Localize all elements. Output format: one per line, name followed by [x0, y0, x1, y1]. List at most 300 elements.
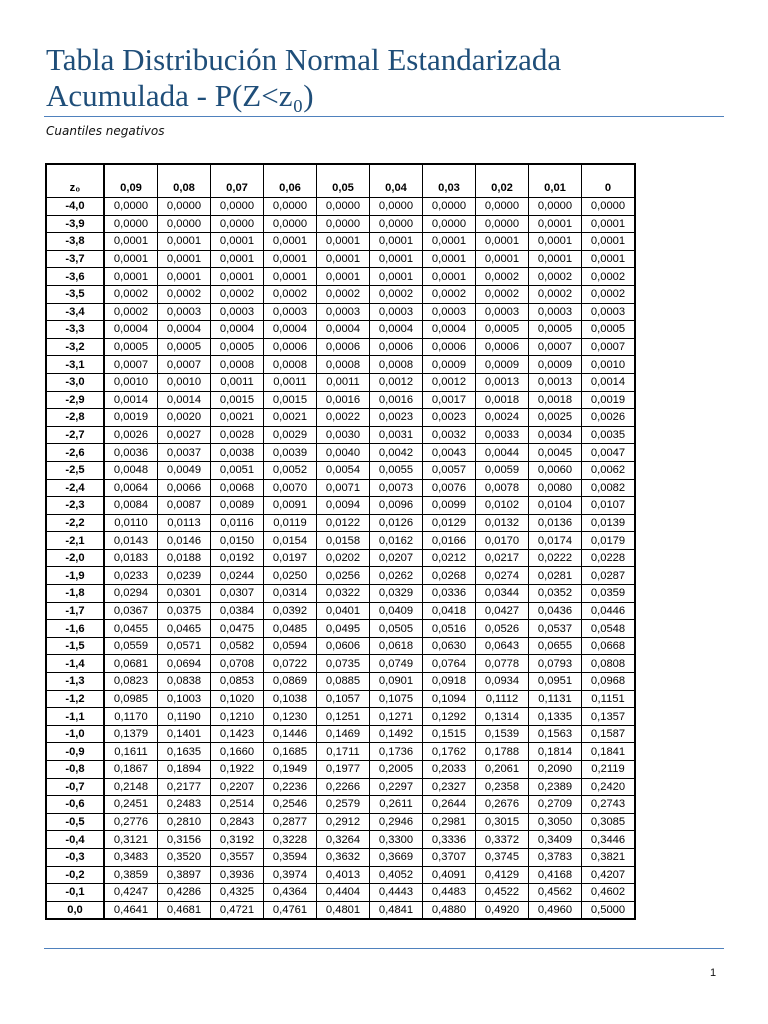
table-cell: 0,3632	[317, 848, 370, 866]
table-cell: 0,0116	[211, 514, 264, 532]
table-row	[46, 409, 635, 427]
row-header-z: -2,8	[46, 409, 104, 427]
table-cell: 0,0001	[104, 268, 158, 286]
table-cell: 0,0002	[476, 285, 529, 303]
table-cell: 0,0764	[423, 655, 476, 673]
table-cell: 0,1469	[317, 725, 370, 743]
table-row	[46, 198, 635, 216]
table-cell: 0,0002	[104, 285, 158, 303]
table-cell: 0,0000	[370, 215, 423, 233]
row-header-z: -0,9	[46, 743, 104, 761]
table-cell: 0,1635	[158, 743, 211, 761]
table-cell: 0,0032	[423, 426, 476, 444]
table-cell: 0,0256	[317, 567, 370, 585]
table-cell: 0,0000	[582, 198, 636, 216]
table-cell: 0,4168	[529, 866, 582, 884]
table-cell: 0,1894	[158, 761, 211, 779]
table-cell: 0,3085	[582, 813, 636, 831]
table-cell: 0,0749	[370, 655, 423, 673]
table-cell: 0,1020	[211, 690, 264, 708]
table-cell: 0,0000	[370, 198, 423, 216]
table-cell: 0,0002	[264, 285, 317, 303]
table-cell: 0,0228	[582, 549, 636, 567]
row-header-z: 0,0	[46, 901, 104, 919]
table-cell: 0,0026	[582, 409, 636, 427]
row-header-z: -3,4	[46, 303, 104, 321]
table-cell: 0,3156	[158, 831, 211, 849]
table-cell: 0,0076	[423, 479, 476, 497]
column-header-z: z₀	[46, 164, 104, 198]
table-cell: 0,0526	[476, 620, 529, 638]
table-cell: 0,1131	[529, 690, 582, 708]
table-row	[46, 655, 635, 673]
table-cell: 0,0244	[211, 567, 264, 585]
table-cell: 0,2266	[317, 778, 370, 796]
table-cell: 0,0002	[529, 285, 582, 303]
column-header: 0	[582, 164, 636, 198]
table-cell: 0,2810	[158, 813, 211, 831]
table-cell: 0,0146	[158, 532, 211, 550]
table-cell: 0,1251	[317, 708, 370, 726]
row-header-z: -2,3	[46, 497, 104, 515]
table-cell: 0,2119	[582, 761, 636, 779]
table-row	[46, 338, 635, 356]
table-cell: 0,0016	[317, 391, 370, 409]
table-cell: 0,0183	[104, 549, 158, 567]
table-row	[46, 461, 635, 479]
table-cell: 0,0087	[158, 497, 211, 515]
table-cell: 0,1515	[423, 725, 476, 743]
table-cell: 0,0217	[476, 549, 529, 567]
table-header-row	[46, 164, 635, 198]
table-cell: 0,0001	[317, 250, 370, 268]
table-cell: 0,0708	[211, 655, 264, 673]
table-cell: 0,4404	[317, 884, 370, 902]
table-cell: 0,0294	[104, 585, 158, 603]
table-cell: 0,2877	[264, 813, 317, 831]
table-row	[46, 268, 635, 286]
table-cell: 0,3859	[104, 866, 158, 884]
table-cell: 0,2451	[104, 796, 158, 814]
column-header: 0,05	[317, 164, 370, 198]
table-cell: 0,3974	[264, 866, 317, 884]
table-cell: 0,0070	[264, 479, 317, 497]
table-cell: 0,0436	[529, 602, 582, 620]
column-header: 0,08	[158, 164, 211, 198]
table-cell: 0,4247	[104, 884, 158, 902]
table-cell: 0,0329	[370, 585, 423, 603]
row-header-z: -3,7	[46, 250, 104, 268]
table-cell: 0,0001	[211, 250, 264, 268]
table-cell: 0,0005	[529, 321, 582, 339]
table-cell: 0,0005	[211, 338, 264, 356]
table-cell: 0,0618	[370, 637, 423, 655]
table-cell: 0,0250	[264, 567, 317, 585]
page-number: 1	[710, 967, 717, 979]
table-row	[46, 813, 635, 831]
table-cell: 0,0537	[529, 620, 582, 638]
table-cell: 0,0062	[582, 461, 636, 479]
table-cell: 0,0009	[476, 356, 529, 374]
table-cell: 0,2033	[423, 761, 476, 779]
column-header: 0,03	[423, 164, 476, 198]
page-title-line-1: Tabla Distribución Normal Estandarizada	[46, 42, 562, 77]
table-cell: 0,0000	[211, 198, 264, 216]
table-cell: 0,0059	[476, 461, 529, 479]
table-cell: 0,0150	[211, 532, 264, 550]
table-cell: 0,0001	[423, 233, 476, 251]
row-header-z: -0,5	[46, 813, 104, 831]
table-cell: 0,0001	[158, 268, 211, 286]
table-row	[46, 602, 635, 620]
table-cell: 0,1539	[476, 725, 529, 743]
table-cell: 0,0004	[104, 321, 158, 339]
table-cell: 0,0000	[158, 215, 211, 233]
table-cell: 0,0018	[529, 391, 582, 409]
column-header: 0,09	[104, 164, 158, 198]
page-title	[46, 42, 746, 114]
table-cell: 0,0008	[264, 356, 317, 374]
table-cell: 0,0060	[529, 461, 582, 479]
table-cell: 0,0505	[370, 620, 423, 638]
header-divider	[44, 116, 724, 117]
table-cell: 0,0113	[158, 514, 211, 532]
table-row	[46, 708, 635, 726]
table-cell: 0,0001	[529, 250, 582, 268]
table-cell: 0,0006	[264, 338, 317, 356]
table-cell: 0,0091	[264, 497, 317, 515]
table-cell: 0,0001	[370, 250, 423, 268]
table-row	[46, 567, 635, 585]
table-cell: 0,0571	[158, 637, 211, 655]
table-cell: 0,4129	[476, 866, 529, 884]
table-cell: 0,3783	[529, 848, 582, 866]
table-cell: 0,0004	[370, 321, 423, 339]
table-cell: 0,0197	[264, 549, 317, 567]
table-cell: 0,0158	[317, 532, 370, 550]
table-cell: 0,3897	[158, 866, 211, 884]
table-cell: 0,0038	[211, 444, 264, 462]
table-row	[46, 690, 635, 708]
row-header-z: -3,5	[46, 285, 104, 303]
table-cell: 0,4721	[211, 901, 264, 919]
table-cell: 0,0006	[370, 338, 423, 356]
table-cell: 0,0778	[476, 655, 529, 673]
table-row	[46, 285, 635, 303]
table-cell: 0,0001	[158, 250, 211, 268]
table-cell: 0,0001	[370, 268, 423, 286]
table-cell: 0,2843	[211, 813, 264, 831]
table-cell: 0,0027	[158, 426, 211, 444]
table-cell: 0,1401	[158, 725, 211, 743]
table-cell: 0,1057	[317, 690, 370, 708]
table-cell: 0,0655	[529, 637, 582, 655]
table-cell: 0,0179	[582, 532, 636, 550]
table-cell: 0,1762	[423, 743, 476, 761]
table-cell: 0,4641	[104, 901, 158, 919]
table-cell: 0,1112	[476, 690, 529, 708]
table-row	[46, 743, 635, 761]
table-cell: 0,0034	[529, 426, 582, 444]
table-cell: 0,0129	[423, 514, 476, 532]
table-row	[46, 303, 635, 321]
row-header-z: -3,8	[46, 233, 104, 251]
table-cell: 0,0057	[423, 461, 476, 479]
table-cell: 0,0002	[582, 285, 636, 303]
table-cell: 0,0003	[317, 303, 370, 321]
table-cell: 0,0025	[529, 409, 582, 427]
table-cell: 0,0051	[211, 461, 264, 479]
row-header-z: -2,6	[46, 444, 104, 462]
table-cell: 0,0028	[211, 426, 264, 444]
table-cell: 0,2389	[529, 778, 582, 796]
table-cell: 0,0951	[529, 673, 582, 691]
table-cell: 0,0005	[476, 321, 529, 339]
table-cell: 0,0001	[582, 233, 636, 251]
table-cell: 0,2297	[370, 778, 423, 796]
table-cell: 0,0000	[476, 215, 529, 233]
table-cell: 0,1423	[211, 725, 264, 743]
table-cell: 0,1094	[423, 690, 476, 708]
table-cell: 0,0722	[264, 655, 317, 673]
table-cell: 0,0071	[317, 479, 370, 497]
table-cell: 0,0066	[158, 479, 211, 497]
table-cell: 0,0001	[582, 250, 636, 268]
row-header-z: -1,8	[46, 585, 104, 603]
table-cell: 0,4364	[264, 884, 317, 902]
table-cell: 0,0022	[317, 409, 370, 427]
table-row	[46, 321, 635, 339]
table-cell: 0,4091	[423, 866, 476, 884]
table-cell: 0,0336	[423, 585, 476, 603]
table-cell: 0,0001	[317, 268, 370, 286]
table-cell: 0,1210	[211, 708, 264, 726]
table-cell: 0,0009	[423, 356, 476, 374]
table-cell: 0,0026	[104, 426, 158, 444]
table-cell: 0,2327	[423, 778, 476, 796]
table-cell: 0,0001	[423, 268, 476, 286]
table-cell: 0,0000	[264, 215, 317, 233]
table-cell: 0,3669	[370, 848, 423, 866]
table-cell: 0,0002	[582, 268, 636, 286]
table-cell: 0,0002	[158, 285, 211, 303]
table-cell: 0,0010	[104, 373, 158, 391]
table-cell: 0,0853	[211, 673, 264, 691]
table-cell: 0,0606	[317, 637, 370, 655]
row-header-z: -1,6	[46, 620, 104, 638]
table-cell: 0,3745	[476, 848, 529, 866]
table-cell: 0,0002	[317, 285, 370, 303]
table-cell: 0,0048	[104, 461, 158, 479]
table-cell: 0,0409	[370, 602, 423, 620]
row-header-z: -0,3	[46, 848, 104, 866]
table-cell: 0,4841	[370, 901, 423, 919]
table-cell: 0,0495	[317, 620, 370, 638]
table-row	[46, 373, 635, 391]
table-cell: 0,1788	[476, 743, 529, 761]
table-cell: 0,2579	[317, 796, 370, 814]
z-table	[45, 163, 636, 920]
row-header-z: -2,5	[46, 461, 104, 479]
table-cell: 0,0122	[317, 514, 370, 532]
table-row	[46, 497, 635, 515]
row-header-z: -0,6	[46, 796, 104, 814]
table-cell: 0,0000	[529, 198, 582, 216]
table-cell: 0,1977	[317, 761, 370, 779]
table-cell: 0,0465	[158, 620, 211, 638]
table-cell: 0,1814	[529, 743, 582, 761]
table-cell: 0,0735	[317, 655, 370, 673]
row-header-z: -0,1	[46, 884, 104, 902]
table-row	[46, 233, 635, 251]
table-cell: 0,4801	[317, 901, 370, 919]
table-cell: 0,2709	[529, 796, 582, 814]
table-cell: 0,0011	[317, 373, 370, 391]
table-cell: 0,0049	[158, 461, 211, 479]
table-cell: 0,0008	[317, 356, 370, 374]
table-cell: 0,0003	[211, 303, 264, 321]
table-cell: 0,0344	[476, 585, 529, 603]
table-cell: 0,2912	[317, 813, 370, 831]
table-cell: 0,5000	[582, 901, 636, 919]
column-header: 0,06	[264, 164, 317, 198]
table-cell: 0,1230	[264, 708, 317, 726]
table-cell: 0,0001	[158, 233, 211, 251]
table-cell: 0,0084	[104, 497, 158, 515]
table-cell: 0,0001	[104, 250, 158, 268]
table-cell: 0,0475	[211, 620, 264, 638]
table-cell: 0,4522	[476, 884, 529, 902]
table-cell: 0,0202	[317, 549, 370, 567]
table-cell: 0,0008	[211, 356, 264, 374]
table-cell: 0,0014	[582, 373, 636, 391]
table-cell: 0,0020	[158, 409, 211, 427]
table-cell: 0,1075	[370, 690, 423, 708]
table-cell: 0,0003	[529, 303, 582, 321]
table-cell: 0,3446	[582, 831, 636, 849]
table-cell: 0,0007	[104, 356, 158, 374]
table-cell: 0,0985	[104, 690, 158, 708]
table-cell: 0,0001	[582, 215, 636, 233]
table-cell: 0,0013	[476, 373, 529, 391]
table-cell: 0,0000	[423, 198, 476, 216]
table-row	[46, 796, 635, 814]
table-cell: 0,3483	[104, 848, 158, 866]
table-cell: 0,0068	[211, 479, 264, 497]
table-cell: 0,2483	[158, 796, 211, 814]
table-cell: 0,4286	[158, 884, 211, 902]
table-cell: 0,0192	[211, 549, 264, 567]
table-cell: 0,0012	[370, 373, 423, 391]
table-cell: 0,0037	[158, 444, 211, 462]
table-cell: 0,0934	[476, 673, 529, 691]
table-cell: 0,0055	[370, 461, 423, 479]
table-cell: 0,0002	[104, 303, 158, 321]
table-row	[46, 391, 635, 409]
table-cell: 0,0212	[423, 549, 476, 567]
table-cell: 0,0052	[264, 461, 317, 479]
table-cell: 0,0029	[264, 426, 317, 444]
table-cell: 0,4920	[476, 901, 529, 919]
table-cell: 0,0446	[582, 602, 636, 620]
table-cell: 0,0039	[264, 444, 317, 462]
table-cell: 0,0901	[370, 673, 423, 691]
table-cell: 0,0823	[104, 673, 158, 691]
table-cell: 0,0012	[423, 373, 476, 391]
table-cell: 0,4880	[423, 901, 476, 919]
table-cell: 0,0004	[158, 321, 211, 339]
table-cell: 0,1190	[158, 708, 211, 726]
table-cell: 0,0004	[423, 321, 476, 339]
table-cell: 0,1292	[423, 708, 476, 726]
table-cell: 0,2005	[370, 761, 423, 779]
table-cell: 0,2676	[476, 796, 529, 814]
table-cell: 0,0119	[264, 514, 317, 532]
table-cell: 0,4681	[158, 901, 211, 919]
table-cell: 0,0003	[370, 303, 423, 321]
row-header-z: -3,3	[46, 321, 104, 339]
table-cell: 0,2090	[529, 761, 582, 779]
table-cell: 0,0001	[211, 268, 264, 286]
row-header-z: -0,7	[46, 778, 104, 796]
table-cell: 0,0004	[264, 321, 317, 339]
table-cell: 0,0082	[582, 479, 636, 497]
table-cell: 0,1867	[104, 761, 158, 779]
table-cell: 0,0918	[423, 673, 476, 691]
table-cell: 0,1949	[264, 761, 317, 779]
table-cell: 0,0040	[317, 444, 370, 462]
table-cell: 0,0073	[370, 479, 423, 497]
table-cell: 0,4602	[582, 884, 636, 902]
table-cell: 0,4483	[423, 884, 476, 902]
table-cell: 0,3300	[370, 831, 423, 849]
column-header: 0,01	[529, 164, 582, 198]
column-header: 0,04	[370, 164, 423, 198]
row-header-z: -4,0	[46, 198, 104, 216]
table-cell: 0,0007	[582, 338, 636, 356]
table-cell: 0,0188	[158, 549, 211, 567]
row-header-z: -2,0	[46, 549, 104, 567]
table-cell: 0,2743	[582, 796, 636, 814]
table-cell: 0,4443	[370, 884, 423, 902]
table-cell: 0,0078	[476, 479, 529, 497]
table-cell: 0,1151	[582, 690, 636, 708]
table-cell: 0,0643	[476, 637, 529, 655]
table-cell: 0,0001	[529, 215, 582, 233]
table-cell: 0,2514	[211, 796, 264, 814]
table-cell: 0,0030	[317, 426, 370, 444]
table-row	[46, 637, 635, 655]
row-header-z: -3,9	[46, 215, 104, 233]
table-cell: 0,0016	[370, 391, 423, 409]
table-cell: 0,0006	[476, 338, 529, 356]
table-cell: 0,0630	[423, 637, 476, 655]
table-cell: 0,1335	[529, 708, 582, 726]
table-cell: 0,0110	[104, 514, 158, 532]
table-row	[46, 585, 635, 603]
table-cell: 0,0268	[423, 567, 476, 585]
table-cell: 0,0019	[582, 391, 636, 409]
table-row	[46, 761, 635, 779]
table-cell: 0,0010	[582, 356, 636, 374]
table-cell: 0,0006	[423, 338, 476, 356]
table-cell: 0,0003	[582, 303, 636, 321]
row-header-z: -2,2	[46, 514, 104, 532]
table-cell: 0,0008	[370, 356, 423, 374]
table-cell: 0,0024	[476, 409, 529, 427]
table-cell: 0,1611	[104, 743, 158, 761]
table-cell: 0,2644	[423, 796, 476, 814]
